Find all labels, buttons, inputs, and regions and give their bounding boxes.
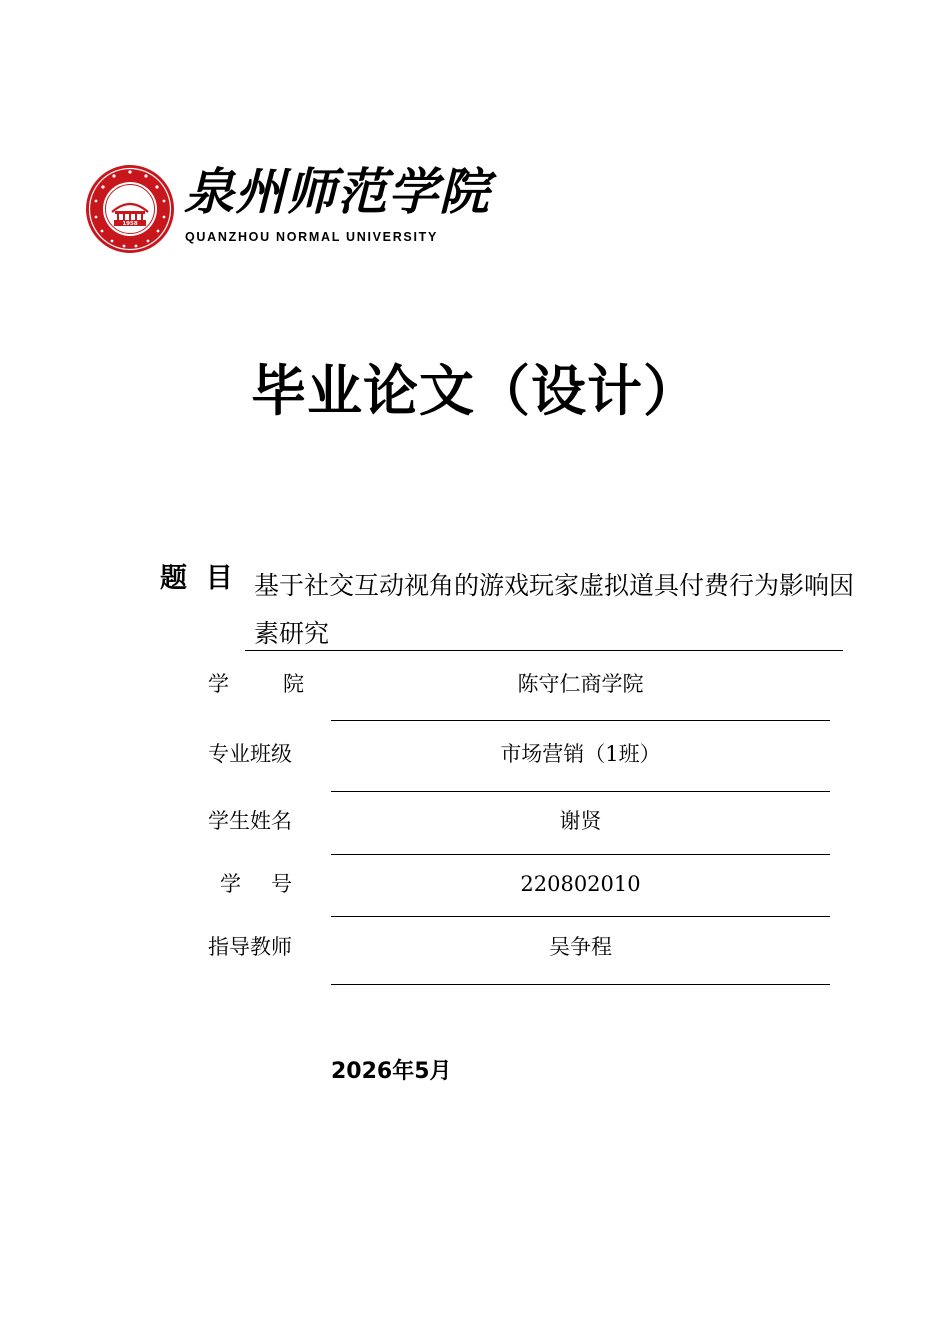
university-name-en: QUANZHOU NORMAL UNIVERSITY (185, 230, 439, 244)
topic-underline (245, 650, 843, 651)
major-class-underline (331, 791, 830, 792)
university-logo (84, 162, 490, 254)
student-name-label: 学生姓名 (208, 809, 292, 833)
submission-date: 2026年5月 (331, 1059, 452, 1084)
college-label: 学院 (208, 672, 304, 696)
document-title: 毕业论文（设计） (250, 359, 699, 423)
advisor-underline (331, 984, 830, 985)
student-name-value: 谢贤 (559, 809, 602, 833)
student-id-label: 学号 (220, 872, 292, 896)
student-id-underline (331, 916, 830, 917)
student-name-underline (331, 854, 830, 855)
seal-year: 1958 (122, 221, 138, 227)
major-class-label: 专业班级 (208, 742, 292, 766)
advisor-label: 指导教师 (208, 935, 292, 959)
college-underline (331, 720, 830, 721)
college-value: 陈守仁商学院 (517, 672, 644, 696)
university-seal-icon (84, 163, 176, 255)
university-name-cn: 泉州师范学院 (184, 162, 490, 221)
topic-label: 题 目 (160, 563, 233, 594)
topic-value: 基于社交互动视角的游戏玩家虚拟道具付费行为影响因素研究 (254, 571, 855, 648)
student-id-value: 220802010 (520, 872, 641, 896)
advisor-value: 吴争程 (549, 935, 612, 959)
major-class-value: 市场营销（1班） (500, 742, 661, 766)
